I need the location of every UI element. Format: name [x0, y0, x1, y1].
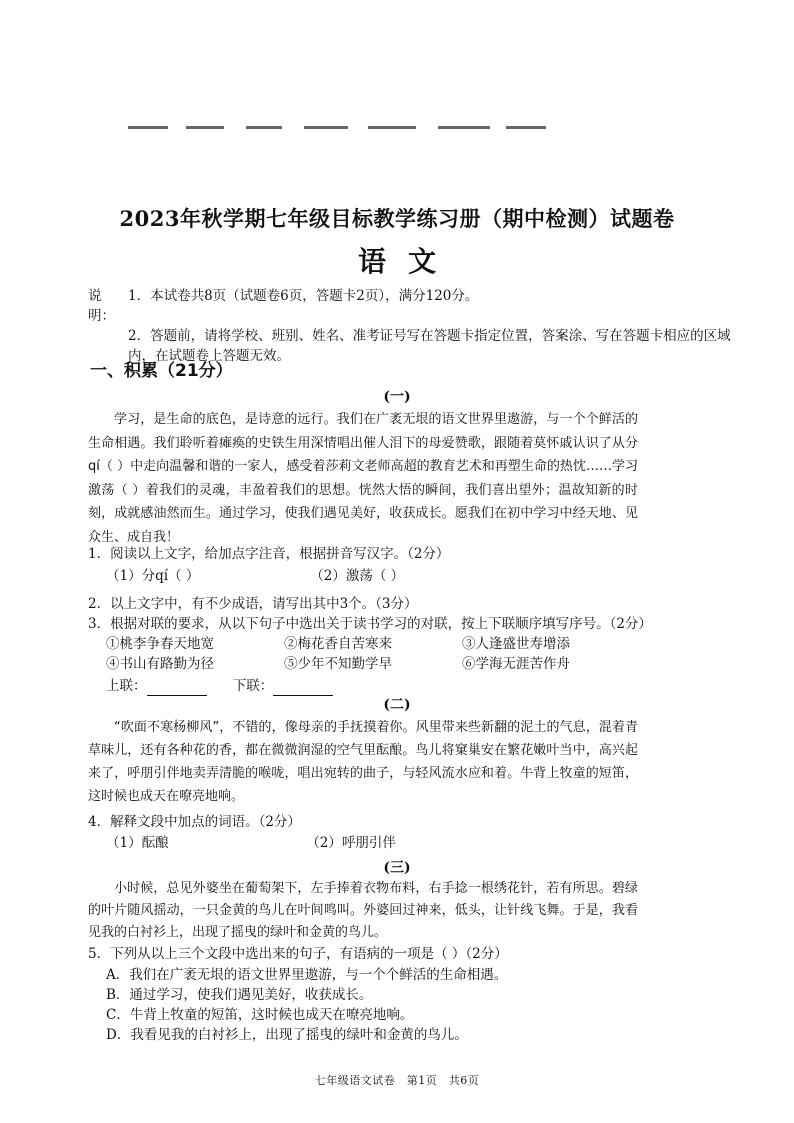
couplet-option: ①桃李争春天地宽 [106, 636, 214, 652]
choice-b: B．通过学习，使我们遇见美好，收获成长。 [106, 987, 373, 1003]
question-3 [88, 614, 652, 696]
question-text: 4．解释文段中加点的词语。（2分） [88, 814, 301, 830]
upper-couplet-label: 上联： [106, 678, 147, 694]
couplet-option: ⑤少年不知勤学早 [284, 656, 392, 672]
question-2 [88, 594, 648, 614]
term-item: （1）酝酿 [106, 835, 169, 851]
term-item: （2）呼朋引伴 [306, 835, 396, 851]
choice-a: A．我们在广袤无垠的语文世界里遨游，与一个个鲜活的生命相遇。 [106, 967, 508, 983]
question-1 [88, 544, 648, 586]
passage-2: “吹面不寒杨柳风”，不错的，像母亲的手抚摸着你。风里带来些新翻的泥土的气息，混着青草味儿，还有各种花的香，都在微微润湿的空气里酝酿。鸟儿将窠巢安在繁花嫩叶当中，高兴起来了，呼朋引伴地卖弄清脆的喉咙，唱出宛转的曲子，与轻风流水应和着。牛背上牧童的短笛，这时候也成天在嘹亮地响。 [88, 720, 638, 804]
part-heading: (一) [383, 389, 411, 405]
scan-artifact [128, 126, 558, 134]
instructions-label: 说明： [88, 288, 115, 324]
page-footer: 七年级语文试卷 第1页 共6页 [314, 1074, 480, 1087]
couplet-option: ②梅花香自苦寒来 [284, 636, 392, 652]
question-5 [88, 944, 648, 1045]
answer-blank[interactable]: （1）分qí（ ） [106, 568, 200, 584]
question-text: 1．阅读以上文字，给加点字注音，根据拼音写汉字。（2分） [88, 546, 450, 562]
passage-3: 小时候，总见外婆坐在葡萄架下，左手捧着衣物布料，右手捻一根绣花针，若有所思。碧绿的叶片随风摇动，一只金黄的鸟儿在叶间鸣叫。外婆回过神来，低头，让针线飞舞。于是，我看见我的白衬衫上，出现了摇曳的绿叶和金黄的鸟儿。 [88, 881, 638, 940]
couplet-option: ⑥学海无涯苦作舟 [462, 656, 570, 672]
answer-blank[interactable]: （2）激荡（ ） [310, 568, 405, 584]
part-heading: (二) [383, 697, 411, 713]
exam-title: 2023年秋学期七年级目标教学练习册（期中检测）试题卷 [119, 206, 675, 231]
section-heading: 一、积累（21分） [90, 361, 233, 381]
question-4 [88, 812, 648, 853]
passage-1: 学习，是生命的底色，是诗意的远行。我们在广袤无垠的语文世界里遨游，与一个个鲜活的生命相遇。我们聆听着瘫痪的史铁生用深情唱出催人泪下的母爱赞歌，跟随着莫怀戚认识了从分qí（ ）中走向温馨和谐的一家人，感受着莎莉文老师高超的教育艺术和再塑生命的热忱……学习激荡（ ）着我们的灵魂，丰盈着我们的思想。恍然大悟的瞬间，我们喜出望外；温故知新的时刻，成就感油然而生。通过学习，使我们遇见美好，收获成长。愿我们在初中学习中经天地、见众生、成自我！ [88, 412, 638, 545]
part-heading: (三) [383, 860, 411, 876]
choice-d: D．我看见我的白衬衫上，出现了摇曳的绿叶和金黄的鸟儿。 [106, 1027, 468, 1043]
choice-c: C．牛背上牧童的短笛，这时候也成天在嘹亮地响。 [106, 1007, 414, 1023]
couplet-option: ④书山有路勤为径 [106, 656, 214, 672]
instructions [88, 286, 738, 366]
question-text: 2．以上文字中，有不少成语，请写出其中3个。（3分） [88, 596, 418, 612]
subject-title: 语文 [357, 245, 458, 278]
question-text: 3．根据对联的要求，从以下句子中选出关于读书学习的对联，按上下联顺序填写序号。（2分） [88, 616, 652, 632]
instruction-item: 1．本试卷共8页（试题卷6页，答题卡2页），满分120分。 [128, 288, 479, 304]
instruction-item: 2．答题前，请将学校、班别、姓名、准考证号写在答题卡指定位置，答案涂、写在答题卡相应的区域内，在试题卷上答题无效。 [128, 328, 731, 364]
question-text: 5．下列从以上三个文段中选出来的句子，有语病的一项是（ ）（2分） [88, 946, 508, 962]
couplet-option: ③人逢盛世寿增添 [462, 636, 570, 652]
lower-couplet-label: 下联： [232, 678, 274, 694]
